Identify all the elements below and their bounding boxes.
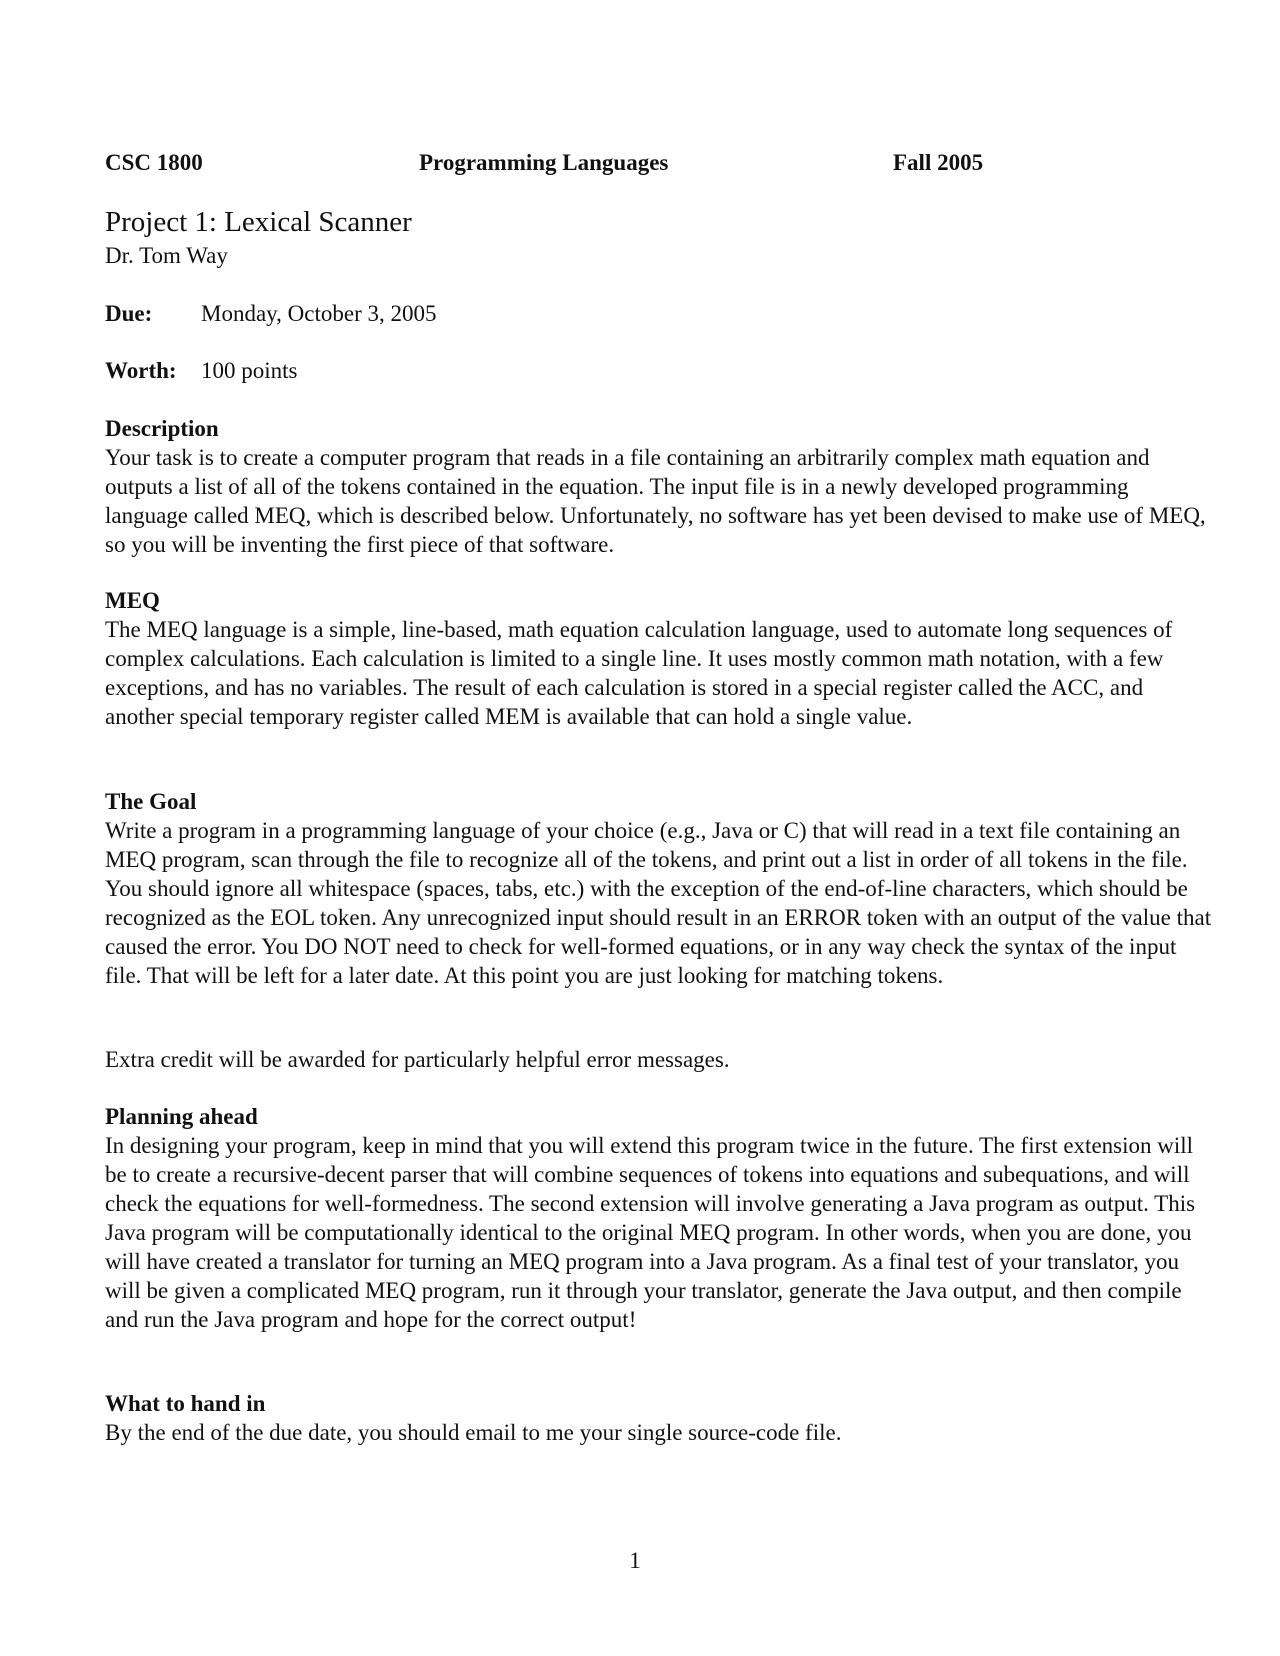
planning-body: In designing your program, keep in mind that you will extend this program twice in the future. The first extension will be to create a recursive-decent parser that will combine sequences of tokens into equations and subequations, and will check the equations for well-formedness. The second extension will involve generating a Java program as output. This Java program will be computationally identical to the original MEQ program. In other words, when you are done, you will have created a translator for turning an MEQ program into a Java program. As a final test of your translator, you will be given a complicated MEQ program, run it through your translator, generate the Java output, and then compile and run the Java program and hope for the correct output! xyxy=(105,1133,1196,1332)
worth-label: Worth: xyxy=(105,358,177,383)
due-date: Monday, October 3, 2005 xyxy=(201,301,437,326)
description-heading: Description xyxy=(105,416,219,441)
due-line xyxy=(105,301,437,327)
extra-credit-body: Extra credit will be awarded for particularly helpful error messages. xyxy=(105,1047,730,1072)
project-title: Project 1: Lexical Scanner xyxy=(105,206,412,238)
hand-in-heading: What to hand in xyxy=(105,1391,266,1416)
due-label: Due: xyxy=(105,301,153,326)
planning-heading: Planning ahead xyxy=(105,1104,258,1129)
extra-credit-section xyxy=(105,1045,1215,1074)
description-body: Your task is to create a computer program that reads in a file containing an arbitrarily complex math equation and outputs a list of all of the tokens contained in the equation. The input file is in a newly developed programming language called MEQ, which is described below. Unfortunately, no software has yet been devised to make use of MEQ, so you will be inventing the first piece of that software. xyxy=(105,445,1206,557)
course-term: Fall 2005 xyxy=(893,150,984,175)
description-section xyxy=(105,414,1215,559)
meq-body: The MEQ language is a simple, line-based, math equation calculation language, used to automate long sequences of complex calculations. Each calculation is limited to a single line. It uses mostly common math notation, with a few exceptions, and has no variables. The result of each calculation is stored in a special register called the ACC, and another special temporary register called MEM is available that can hold a single value. xyxy=(105,617,1173,729)
course-subject: Programming Languages xyxy=(419,150,669,175)
meq-heading: MEQ xyxy=(105,588,160,613)
goal-heading: The Goal xyxy=(105,789,197,814)
hand-in-body: By the end of the due date, you should email to me your single source-code file. xyxy=(105,1420,842,1445)
goal-section xyxy=(105,787,1215,990)
planning-section xyxy=(105,1102,1215,1334)
worth-line xyxy=(105,358,298,384)
goal-body: Write a program in a programming language of your choice (e.g., Java or C) that will read in a text file containing an MEQ program, scan through the file to recognize all of the tokens, and print out a list in order of all tokens in the file. You should ignore all whitespace (spaces, tabs, etc.) with the exception of the end-of-line characters, which should be recognized as the EOL token. Any unrecognized input should result in an ERROR token with an output of the value that caused the error. You DO NOT need to check for well-formed equations, or in any way check the syntax of the input file. That will be left for a later date. At this point you are just looking for matching tokens. xyxy=(105,818,1212,988)
hand-in-section xyxy=(105,1389,1215,1447)
course-number: CSC 1800 xyxy=(105,150,203,175)
page-number: 1 xyxy=(629,1548,641,1573)
worth-value: 100 points xyxy=(201,358,298,383)
course-header xyxy=(105,150,1205,180)
meq-section xyxy=(105,586,1215,731)
author-name: Dr. Tom Way xyxy=(105,243,228,268)
